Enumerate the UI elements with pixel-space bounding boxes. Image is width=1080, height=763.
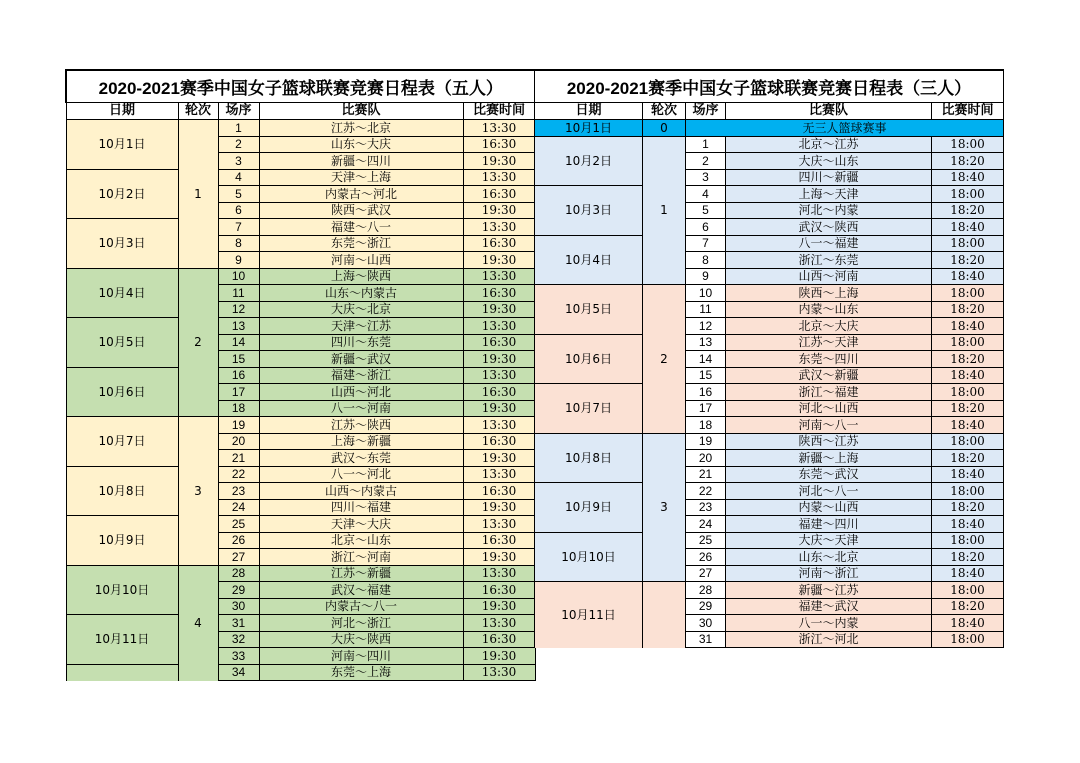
game-time: 18:40: [932, 169, 1004, 186]
game-time: 19:30: [463, 648, 535, 665]
game-no: 5: [218, 186, 259, 203]
matchup: 东莞～浙江: [259, 235, 463, 252]
game-time: 18:00: [932, 334, 1004, 351]
header-time: 比赛时间: [463, 103, 535, 120]
game-no: 4: [686, 186, 726, 203]
game-time: 19:30: [463, 499, 535, 516]
matchup: 大庆～山东: [726, 153, 932, 170]
matchup: 武汉～福建: [259, 582, 463, 599]
game-time: 13:30: [463, 664, 535, 681]
round-cell: 1: [178, 120, 218, 269]
game-no: 8: [218, 235, 259, 252]
matchup: 山西～河北: [259, 384, 463, 401]
game-no: 29: [218, 582, 259, 599]
game-time: 18:00: [932, 582, 1004, 599]
game-time: 16:30: [463, 483, 535, 500]
game-no: 21: [218, 450, 259, 467]
game-no: 24: [218, 499, 259, 516]
game-time: 18:20: [932, 598, 1004, 615]
header-round: 轮次: [178, 103, 218, 120]
three-player-schedule-table: [534, 69, 1004, 648]
matchup: 福建～四川: [726, 516, 932, 533]
game-no: 34: [218, 664, 259, 681]
game-time: 16:30: [463, 384, 535, 401]
game-time: 18:20: [932, 153, 1004, 170]
matchup: 福建～浙江: [259, 367, 463, 384]
game-time: 18:40: [932, 565, 1004, 582]
date-cell: 10月1日: [66, 120, 178, 170]
matchup: 新疆～武汉: [259, 351, 463, 368]
matchup: 大庆～陕西: [259, 631, 463, 648]
matchup: 大庆～北京: [259, 301, 463, 318]
game-time: 19:30: [463, 153, 535, 170]
game-no: 26: [686, 549, 726, 566]
matchup: 江苏～陕西: [259, 417, 463, 434]
game-no: 8: [686, 252, 726, 269]
game-time: 19:30: [463, 400, 535, 417]
date-cell: 10月1日: [535, 120, 643, 137]
game-no: 25: [686, 532, 726, 549]
game-time: 18:00: [932, 235, 1004, 252]
matchup: 内蒙古～河北: [259, 186, 463, 203]
game-no: 13: [686, 334, 726, 351]
matchup: 陕西～上海: [726, 285, 932, 302]
game-no: 18: [218, 400, 259, 417]
header-date: 日期: [66, 103, 178, 120]
game-no: 21: [686, 466, 726, 483]
game-no: 12: [686, 318, 726, 335]
matchup: 山东～北京: [726, 549, 932, 566]
date-cell: 10月8日: [535, 433, 643, 483]
matchup: 陕西～江苏: [726, 433, 932, 450]
game-time: 18:40: [932, 219, 1004, 236]
game-time: 16:30: [463, 285, 535, 302]
round-cell: 1: [643, 136, 686, 285]
game-no: 31: [218, 615, 259, 632]
matchup: 内蒙～山东: [726, 301, 932, 318]
game-no: 1: [686, 136, 726, 153]
matchup: 四川～东莞: [259, 334, 463, 351]
game-no: 11: [686, 301, 726, 318]
game-no: 15: [218, 351, 259, 368]
game-no: 3: [218, 153, 259, 170]
header-teams: 比赛队: [259, 103, 463, 120]
date-cell: 10月11日: [66, 615, 178, 665]
matchup: 新疆～上海: [726, 450, 932, 467]
game-time: 19:30: [463, 351, 535, 368]
matchup: 河北～八一: [726, 483, 932, 500]
game-no: 5: [686, 202, 726, 219]
matchup: 山东～大庆: [259, 136, 463, 153]
game-no: 6: [686, 219, 726, 236]
matchup: 武汉～新疆: [726, 367, 932, 384]
date-cell: 10月11日: [535, 582, 643, 648]
matchup: 八一～河南: [259, 400, 463, 417]
game-time: 13:30: [463, 120, 535, 137]
game-no: 14: [218, 334, 259, 351]
game-no: 19: [686, 433, 726, 450]
date-cell: 10月5日: [66, 318, 178, 368]
matchup: 新疆～江苏: [726, 582, 932, 599]
game-time: 16:30: [463, 186, 535, 203]
game-no: 11: [218, 285, 259, 302]
game-time: 13:30: [463, 466, 535, 483]
matchup: 北京～山东: [259, 532, 463, 549]
game-no: 30: [218, 598, 259, 615]
game-no: 17: [686, 400, 726, 417]
game-time: 18:20: [932, 400, 1004, 417]
game-time: 18:00: [932, 136, 1004, 153]
game-time: 13:30: [463, 565, 535, 582]
matchup: 河南～山西: [259, 252, 463, 269]
game-time: 18:00: [932, 285, 1004, 302]
matchup: 八一～福建: [726, 235, 932, 252]
game-no: 16: [686, 384, 726, 401]
game-time: 13:30: [463, 615, 535, 632]
matchup: 山西～河南: [726, 268, 932, 285]
matchup: 北京～江苏: [726, 136, 932, 153]
game-no: 17: [218, 384, 259, 401]
date-cell: 10月2日: [66, 169, 178, 219]
game-time: 16:30: [463, 433, 535, 450]
game-no: 33: [218, 648, 259, 665]
matchup: 四川～新疆: [726, 169, 932, 186]
game-no: 13: [218, 318, 259, 335]
game-time: 13:30: [463, 268, 535, 285]
header-date: 日期: [535, 103, 643, 120]
round-cell: 3: [178, 417, 218, 566]
game-no: 10: [218, 268, 259, 285]
matchup: 河北～内蒙: [726, 202, 932, 219]
game-no: 2: [686, 153, 726, 170]
game-no: 24: [686, 516, 726, 533]
matchup: 江苏～天津: [726, 334, 932, 351]
matchup: 福建～武汉: [726, 598, 932, 615]
matchup: 四川～福建: [259, 499, 463, 516]
header-round: 轮次: [643, 103, 686, 120]
matchup: 山西～内蒙古: [259, 483, 463, 500]
date-cell: 10月4日: [535, 235, 643, 285]
matchup: 北京～大庆: [726, 318, 932, 335]
matchup: 河北～浙江: [259, 615, 463, 632]
game-no: 7: [686, 235, 726, 252]
date-cell: 10月3日: [535, 186, 643, 236]
round-cell: 2: [643, 285, 686, 434]
matchup: 上海～陕西: [259, 268, 463, 285]
game-no: 30: [686, 615, 726, 632]
matchup: 浙江～河南: [259, 549, 463, 566]
game-no: 15: [686, 367, 726, 384]
matchup: 福建～八一: [259, 219, 463, 236]
game-time: 18:20: [932, 450, 1004, 467]
three-player-title: 2020-2021赛季中国女子篮球联赛竞赛日程表（三人）: [535, 70, 1004, 103]
date-cell: 10月4日: [66, 268, 178, 318]
game-time: 19:30: [463, 202, 535, 219]
game-no: 26: [218, 532, 259, 549]
game-time: 16:30: [463, 235, 535, 252]
game-time: 18:40: [932, 516, 1004, 533]
game-time: 18:40: [932, 417, 1004, 434]
matchup: 内蒙古～八一: [259, 598, 463, 615]
game-time: 13:30: [463, 219, 535, 236]
header-teams: 比赛队: [726, 103, 932, 120]
game-no: 22: [218, 466, 259, 483]
game-time: 18:00: [932, 384, 1004, 401]
game-no: 18: [686, 417, 726, 434]
matchup: 东莞～四川: [726, 351, 932, 368]
game-time: 18:40: [932, 466, 1004, 483]
game-no: 20: [218, 433, 259, 450]
game-time: 18:00: [932, 483, 1004, 500]
matchup: 河南～浙江: [726, 565, 932, 582]
matchup: 河北～山西: [726, 400, 932, 417]
matchup: 浙江～东莞: [726, 252, 932, 269]
matchup: 陕西～武汉: [259, 202, 463, 219]
game-time: 18:20: [932, 252, 1004, 269]
round-cell: 2: [178, 268, 218, 417]
game-no: 9: [218, 252, 259, 269]
matchup: 河南～四川: [259, 648, 463, 665]
game-time: 19:30: [463, 301, 535, 318]
game-no: 28: [218, 565, 259, 582]
game-time: 13:30: [463, 516, 535, 533]
header-game-no: 场序: [218, 103, 259, 120]
matchup: 浙江～河北: [726, 631, 932, 648]
game-time: 19:30: [463, 252, 535, 269]
game-time: 18:00: [932, 631, 1004, 648]
game-time: 19:30: [463, 549, 535, 566]
game-no: 31: [686, 631, 726, 648]
matchup: 八一～内蒙: [726, 615, 932, 632]
date-cell: 10月5日: [535, 285, 643, 335]
game-time: 16:30: [463, 334, 535, 351]
date-cell: 10月7日: [535, 384, 643, 434]
matchup: 江苏～北京: [259, 120, 463, 137]
date-cell: 10月9日: [66, 516, 178, 566]
game-time: 18:40: [932, 615, 1004, 632]
matchup: 新疆～四川: [259, 153, 463, 170]
game-no: 20: [686, 450, 726, 467]
game-no: 2: [218, 136, 259, 153]
matchup: 内蒙～山西: [726, 499, 932, 516]
game-time: 18:20: [932, 301, 1004, 318]
round-cell: 0: [643, 120, 686, 137]
game-time: 18:40: [932, 268, 1004, 285]
matchup: 上海～天津: [726, 186, 932, 203]
matchup: 江苏～新疆: [259, 565, 463, 582]
game-time: 19:30: [463, 598, 535, 615]
game-time: 18:20: [932, 202, 1004, 219]
game-no: 10: [686, 285, 726, 302]
date-cell: 10月2日: [535, 136, 643, 186]
game-no: 32: [218, 631, 259, 648]
game-time: 16:30: [463, 532, 535, 549]
matchup: 天津～江苏: [259, 318, 463, 335]
five-player-schedule-table: [65, 69, 536, 681]
matchup: 天津～上海: [259, 169, 463, 186]
game-time: 16:30: [463, 136, 535, 153]
date-cell: 10月10日: [66, 565, 178, 615]
header-time: 比赛时间: [932, 103, 1004, 120]
matchup: 八一～河北: [259, 466, 463, 483]
game-time: 18:20: [932, 499, 1004, 516]
date-cell: 10月6日: [66, 367, 178, 417]
round-cell-continued: [643, 582, 686, 648]
game-time: 18:00: [932, 532, 1004, 549]
game-no: 1: [218, 120, 259, 137]
game-no: 3: [686, 169, 726, 186]
game-no: 7: [218, 219, 259, 236]
game-no: 9: [686, 268, 726, 285]
round-cell: 3: [643, 433, 686, 582]
date-cell: 10月8日: [66, 466, 178, 516]
game-time: 13:30: [463, 318, 535, 335]
game-time: 18:40: [932, 318, 1004, 335]
game-time: 18:20: [932, 549, 1004, 566]
matchup: 天津～大庆: [259, 516, 463, 533]
game-time: 19:30: [463, 450, 535, 467]
matchup: 浙江～福建: [726, 384, 932, 401]
game-time: 13:30: [463, 367, 535, 384]
game-time: 13:30: [463, 417, 535, 434]
game-no: 22: [686, 483, 726, 500]
date-cell: 10月6日: [535, 334, 643, 384]
game-time: 18:00: [932, 433, 1004, 450]
game-no: 27: [686, 565, 726, 582]
game-time: 18:40: [932, 367, 1004, 384]
game-no: 27: [218, 549, 259, 566]
game-time: 16:30: [463, 582, 535, 599]
game-no: 29: [686, 598, 726, 615]
game-no: 14: [686, 351, 726, 368]
date-cell: 10月10日: [535, 532, 643, 582]
game-no: 28: [686, 582, 726, 599]
game-no: 25: [218, 516, 259, 533]
game-no: 16: [218, 367, 259, 384]
game-no: 19: [218, 417, 259, 434]
game-no: 12: [218, 301, 259, 318]
game-time: 13:30: [463, 169, 535, 186]
date-cell: 10月9日: [535, 483, 643, 533]
matchup: 大庆～天津: [726, 532, 932, 549]
five-player-title: 2020-2021赛季中国女子篮球联赛竞赛日程表（五人）: [66, 70, 535, 103]
matchup: 武汉～陕西: [726, 219, 932, 236]
game-no: 23: [218, 483, 259, 500]
matchup: 上海～新疆: [259, 433, 463, 450]
game-no: 4: [218, 169, 259, 186]
date-cell: 10月3日: [66, 219, 178, 269]
matchup: 东莞～上海: [259, 664, 463, 681]
header-game-no: 场序: [686, 103, 726, 120]
matchup: 东莞～武汉: [726, 466, 932, 483]
matchup: 武汉～东莞: [259, 450, 463, 467]
round-cell: 4: [178, 565, 218, 681]
matchup: 山东～内蒙古: [259, 285, 463, 302]
game-time: 16:30: [463, 631, 535, 648]
game-time: 18:00: [932, 186, 1004, 203]
date-cell-empty: [66, 664, 178, 681]
game-no: 6: [218, 202, 259, 219]
matchup: 河南～八一: [726, 417, 932, 434]
game-time: 18:20: [932, 351, 1004, 368]
no-event-notice: 无三人篮球赛事: [686, 120, 1004, 137]
game-no: 23: [686, 499, 726, 516]
date-cell: 10月7日: [66, 417, 178, 467]
